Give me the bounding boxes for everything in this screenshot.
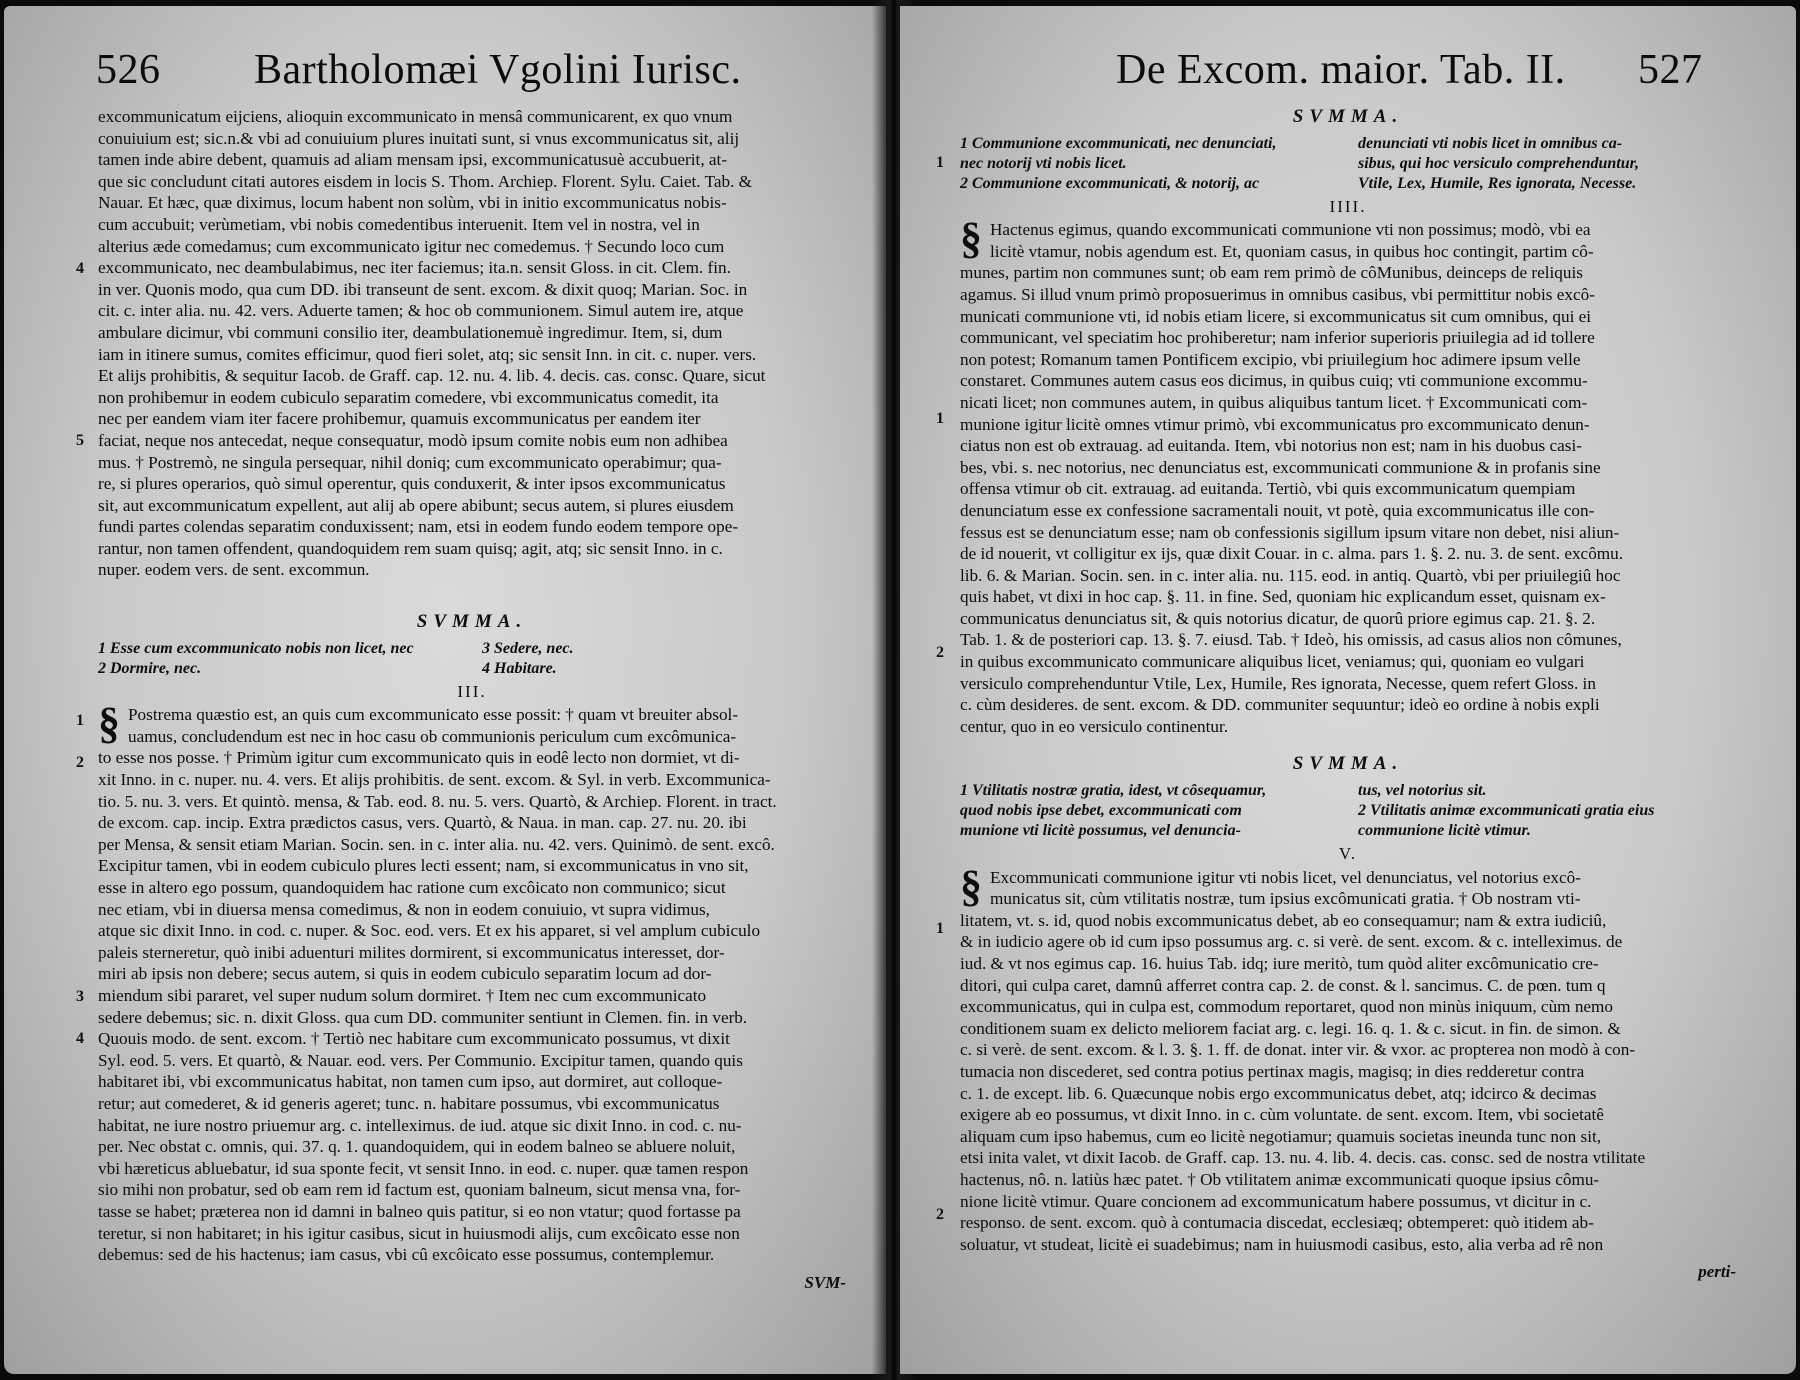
text-line: to esse nos posse. † Primùm igitur cum excommunicato quis in eodê lecto non dormiet, vt di- — [98, 748, 740, 768]
text-line: munes, partim non communes sunt; ob eam rem primò de côMunibus, deinceps de reliquis — [960, 263, 1583, 283]
left-body — [98, 106, 846, 1293]
summa-item: nec notorij vti nobis licet. — [960, 154, 1127, 172]
text-line: Excipitur tamen, vbi in eodem cubiculo plures lecti essent; nam, si excommunicatus in vno sit, — [98, 856, 749, 876]
section-number: V. — [1338, 844, 1358, 864]
text-line: non potest; Romanum tamen Pontificem excipio, vbi priuilegium hoc adimere ipsum velle — [960, 349, 1581, 369]
left-margin-number: 2 — [76, 754, 84, 771]
text-line: cit. c. inter alia. nu. 42. vers. Aduerte tamen; & hoc ob communionem. Simul autem ire, atque — [98, 301, 744, 321]
text-line: constaret. Communes autem casus eos dicimus, in quibus cuiq; vti communione excommu- — [960, 371, 1588, 391]
text-line: nec etiam, vbi in diuersa mensa comedimus, & non in eodem conuiuio, vt supra vidimus, — [98, 899, 710, 919]
summa-item: 1 Vtilitatis nostræ gratia, idest, vt côsequamur, — [960, 782, 1267, 800]
summa-item: 1 Communione excommunicati, nec denunciati, — [960, 134, 1277, 152]
summa-item: munione vti licitè possumus, vel denuncia- — [960, 822, 1241, 840]
text-line: nione licitè vtimur. Quare concionem ad excommunicatum habere possumus, vt dicitur in c. — [960, 1191, 1592, 1211]
text-line: conuiuium est; sic.n.& vbi ad conuiuium plures inuitati sunt, si vnus excommunicatus sit, alij — [98, 128, 740, 148]
right-folio: 527 — [1638, 47, 1703, 93]
text-line: excommunicatum eijciens, alioquin excommunicato in mensâ communicarent, ex quo vnum — [98, 107, 733, 126]
right-margin-number: 1 — [936, 410, 944, 427]
text-line: atque sic dixit Inno. in cod. c. nuper. & Soc. eod. vers. Et ex his apparet, si vel amplum cubiculo — [98, 921, 761, 941]
text-line: paleis sterneretur, quò inibi aduenturi milites dormirent, si excommunicatus interesset, dor- — [98, 942, 725, 962]
text-line: communicant, vel speciatim hoc prohiberetur; nam inferior superioris priuilegia ad id tollere — [960, 328, 1595, 348]
summa-col-right — [1358, 781, 1736, 841]
text-line: xit Inno. in c. nuper. nu. 4. vers. Et alijs prohibitis. de sent. excom. & Syl. in verb. Excommunica- — [98, 770, 771, 790]
summa-item: 2 Communione excommunicati, & notorij, ac — [960, 174, 1260, 192]
summa-item: communione licitè vtimur. — [1358, 822, 1531, 840]
text-line: tasse se habet; præterea non id damni in balneo quis patitur, si eo non vtatur; quod fortasse pa — [98, 1201, 741, 1221]
text-line: faciat, neque nos antecedat, neque consequatur, modò ipsum comite nobis eum non adhibea — [98, 430, 728, 450]
summa-item: 2 Dormire, nec. — [98, 659, 202, 677]
text-line: c. 1. de except. lib. 6. Quæcunque nobis ergo excommunicatus debet, atq; idcirco & decimas — [960, 1083, 1597, 1103]
text-line: debemus: sed de his hactenus; iam casus, vbi cû excôicato esse possumus, contemplemur. — [98, 1245, 715, 1265]
text-line: iud. & vt nos egimus cap. 16. huius Tab. idq; iure meritò, tum quòd aliter excômunicatio cre- — [960, 954, 1599, 973]
summa-item: 3 Sedere, nec. — [482, 639, 574, 657]
text-line: licitè vtamur, nobis agendum est. Et, quoniam casus, in quibus hoc contingit, partim cô- — [990, 241, 1594, 261]
text-line: litatem, vt. s. id, quod nobis excommunicatus debet, ab eo consequamur; nam & extra iudiciû, — [960, 910, 1607, 930]
summa-heading: SVMMA. — [1292, 753, 1404, 775]
text-line: nicati licet; non communes autem, in quibus aliquibus tantum licet. † Excommunicati com- — [960, 392, 1588, 412]
catchword: SVM- — [804, 1272, 846, 1292]
text-line: ciatus non est ob extrauag. ad euitanda. Item, vbi notorius non est; nam in his duobus casi- — [960, 436, 1582, 456]
text-line: habitat, ne iure nostro priuemur arg. c. intelleximus. de iud. atque sic dixit Inno. in cod. c. nu- — [98, 1115, 742, 1135]
left-page — [4, 6, 886, 1374]
left-top-text — [98, 106, 846, 581]
right-section-two-text — [960, 861, 1736, 1256]
section-number: III. — [457, 681, 487, 701]
text-line: habitaret ibi, vbi excommunicatus habitat, non tamen cum ipso, aut dormiret, aut colloque- — [98, 1072, 723, 1092]
text-line: exigere ab eo possumus, vt dixit Inno. in c. cùm voluntate. de sent. excom. Item, vbi societatê — [960, 1105, 1604, 1125]
summa-item: Vtile, Lex, Humile, Res ignorata, Necesse. — [1358, 174, 1637, 192]
text-line: quis habet, vt dixi in hoc cap. §. 11. in fine. Sed, quoniam hic explicandum esset, quisnam ex- — [960, 587, 1606, 607]
text-line: Syl. eod. 5. vers. Et quartò, & Nauar. eod. vers. Per Communio. Excipitur tamen, quando quis — [98, 1050, 743, 1070]
text-line: ambulare dicimur, vbi communi consilio iter, deambulationemuè ingredimur. Item, si, dum — [98, 322, 723, 342]
summa-heading: SVMMA. — [416, 611, 528, 633]
text-line: excommunicato, nec deambulabimus, nec iter faciemus; ita.n. sensit Gloss. in cit. Clem. fin. — [98, 258, 731, 278]
text-line: in ver. Quonis modo, qua cum DD. ibi transeunt de sent. excom. & dixit quoq; Marian. Soc. in — [98, 279, 748, 299]
text-line: conditionem suam ex delicto meliorem faciat arg. c. legi. 16. q. 1. & c. sicut. in fin. de simon. & — [960, 1018, 1621, 1038]
right-page — [900, 6, 1796, 1374]
summa-col-left — [960, 134, 1338, 194]
text-line: sit, aut excommunicatum expellent, aut alij ab opere abibunt; secus autem, si plures eiusdem — [98, 495, 734, 515]
text-line: Quouis modo. de sent. excom. † Tertiò nec habitare cum excommunicato possumus, vt dixit — [98, 1029, 730, 1049]
text-line: excommunicatus, qui in culpa est, commodum reportaret, quod non minùs iniquum, cùm nemo — [960, 997, 1614, 1017]
text-line: Excommunicati communione igitur vti nobis licet, vel denunciatus, vel notorius excô- — [990, 867, 1581, 887]
summa-heading: SVMMA. — [1292, 106, 1404, 127]
text-line: lib. 6. & Marian. Socin. sen. in c. inter alia. nu. 115. eod. in antiq. Quartò, vbi per priuilegiû hoc — [960, 565, 1621, 585]
text-line: fundi partes colendas separatim conduxissent; nam, etsi in eodem fundo eodem tempore ope- — [98, 517, 739, 537]
text-line: responso. de sent. excom. quò à contumacia discedat, ecclesiæq; obtemperet: quò itidem ab- — [960, 1213, 1594, 1233]
text-line: tamen inde abire debent, quamuis ad aliam mensam ipsi, excommunicatusuè accubuerit, at- — [98, 150, 728, 170]
summa-col-left — [98, 639, 462, 679]
catchword: perti- — [1698, 1262, 1736, 1282]
left-margin-number: 4 — [76, 260, 84, 277]
text-line: mus. † Postremò, ne singula persequar, nihil doniq; cum excommunicato operabimur; qua- — [98, 452, 722, 472]
text-line: alterius æde comedamus; cum excommunicato igitur nec comedemus. † Secundo loco cum — [98, 236, 725, 256]
summa-list — [960, 134, 1736, 194]
right-margin-number: 2 — [936, 644, 944, 661]
text-line: cum accubuit; verùmetiam, vbi nobis comedentibus interuenit. Item vel in nostra, vel in — [98, 214, 700, 234]
text-line: de id nouerit, vt colligitur ex ijs, quæ dixit Couar. in c. alma. pars 1. §. 2. nu. 3. de sent. excômu. — [960, 544, 1624, 564]
text-line: tumacia non discederet, sed contra potius pertinax magis, magisq; in dies redderetur contra — [960, 1061, 1585, 1081]
text-line: soluatur, vt studeat, licitè ei suadebimus; nam in huiusmodi casibus, esto, alia verba ad rê non — [960, 1234, 1604, 1254]
text-line: uamus, concludendum est nec in hoc casu ob communionis periculum cum excômunica- — [128, 726, 737, 746]
text-line: vbi hæreticus abluebatur, id sua sponte fecit, vt sensit Inno. in eod. c. nuper. quæ tamen respon — [98, 1158, 749, 1178]
text-line: Nauar. Et hæc, quæ diximus, locum habent non solùm, vbi in initio excommunicatus nobis- — [98, 193, 727, 213]
text-line: teretur, si non habitaret; in his igitur casibus, sicut in huiusmodi alijs, cum excôicato esse non — [98, 1223, 740, 1243]
text-line: esse in altero ego possum, quandoquidem hac ratione cum excôicato non communico; sicut — [98, 878, 726, 897]
paragraph-mark-icon: § — [960, 214, 982, 264]
text-line: centur, quo in eo versiculo continentur. — [960, 716, 1229, 736]
left-margin-number: 4 — [76, 1030, 84, 1047]
text-line: Tab. 1. & de posteriori cap. 13. §. 7. eiusd. Tab. † Ideò, his omissis, ad casus alios non cômunes, — [960, 630, 1622, 650]
text-line: c. cùm desideres. de sent. excom. & DD. communiter sequuntur; ideò eo ordine à nobis expli — [960, 695, 1600, 715]
text-line: que sic concludunt citati autores eisdem in locis S. Thom. Archiep. Florent. Sylu. Caiet. Tab. & — [98, 171, 753, 191]
text-line: tio. 5. nu. 3. vers. Et quintò. mensa, & Tab. eod. 8. nu. 5. vers. Quartò, & Archiep. Florent. in tract. — [98, 791, 777, 811]
right-margin-number: 1 — [936, 154, 944, 171]
text-line: nuper. eodem vers. de sent. excommun. — [98, 560, 370, 580]
text-line: in quibus excommunicato communicare aliquibus licet, veniamus; qui, quoniam eo vulgari — [960, 652, 1585, 672]
text-line: versiculo comprehenduntur Vtile, Lex, Humile, Res ignorata, Necesse, quem refert Gloss. in — [960, 673, 1596, 693]
summa-item: tus, vel notorius sit. — [1358, 782, 1487, 800]
summa-list — [98, 639, 846, 679]
summa-col-left — [960, 781, 1338, 841]
text-line: re, si plures operarios, quò simul operentur, quis conduxerit, & inter ipsos excommunicatus — [98, 474, 726, 494]
text-line: etsi inita valet, vt dixit Iacob. de Graff. cap. 13. nu. 4. lib. 4. decis. cas. consc. sed de nostra vtilitate — [960, 1148, 1646, 1168]
text-line: aliquam cum ipso habemus, cum eo licitè negotiamur; quamuis societas ineunda tunc non sit, — [960, 1126, 1602, 1146]
summa-item: 4 Habitare. — [482, 659, 557, 677]
summa-col-right — [1358, 134, 1736, 194]
left-margin-number: 1 — [76, 712, 84, 729]
right-margin-number: 2 — [936, 1206, 944, 1223]
text-line: agamus. Si illud vnum primò proposuerimus in omnibus casibus, vbi permittitur nobis excô- — [960, 284, 1595, 304]
text-line: municati communione vti, id nobis etiam licere, si excommunicatus sit cum omnibus, qui ei — [960, 306, 1592, 326]
right-running-title: De Excom. maior. Tab. II. — [1116, 47, 1566, 93]
text-line: nec per eandem viam iter facere prohibemur, quamuis excommunicatus per eandem iter — [98, 409, 701, 429]
text-line: munione igitur licitè omnes vtimur primò, vbi excommunicatus pro excommunicato denun- — [960, 414, 1590, 434]
summa-col-right — [482, 639, 846, 679]
summa-item: 1 Esse cum excommunicato nobis non licet, nec — [98, 639, 414, 657]
text-line: de excom. cap. incip. Extra prædictos casus, vers. Quartò, & Naua. in man. cap. 27. nu. 20. ibi — [98, 813, 747, 833]
left-margin-number: 5 — [76, 432, 84, 449]
text-line: municatus sit, cùm vtilitatis nostræ, tum ipsius excômunicati gratia. † Ob nostram vti- — [990, 889, 1581, 909]
text-line: non prohibemur in eodem cubiculo separatim comedere, vbi excommunicatus comedit, ita — [98, 387, 719, 407]
text-line: Hactenus egimus, quando excommunicati communione vti non possimus; modò, vbi ea — [990, 220, 1591, 240]
text-line: miendum sibi pararet, vel super nudum solum dormiret. † Item nec cum excommunicato — [98, 985, 707, 1005]
text-line: ditori, qui culpa caret, damnû afferret contra cap. 2. de const. & l. sancimus. C. de pœn. tum q — [960, 975, 1606, 995]
right-body — [960, 106, 1736, 1283]
text-line: bes, vbi. s. nec notorius, nec denunciatus est, excommunicati communione & in profanis sine — [960, 457, 1601, 477]
left-running-title: Bartholomæi Vgolini Iurisc. — [254, 47, 742, 93]
text-line: fessus est se denunciatum esse; nam ob confessionis sigillum ipsum vitare non debet, nisi aliun- — [960, 522, 1620, 542]
summa-item: denunciati vti nobis licet in omnibus ca- — [1358, 134, 1623, 152]
summa-list — [960, 781, 1736, 841]
text-line: denunciatum esse ex confessione sacramentali nouit, vt potè, quia excommunicatus ille con- — [960, 500, 1595, 520]
text-line: miri ab ipsis non debere; secus autem, si quis in eodem cubiculo separatim locum ad dor- — [98, 964, 712, 984]
text-line: retur; aut comederet, & id generis ageret; tunc. n. habitare possumus, vbi excommunicatus — [98, 1093, 720, 1113]
paragraph-mark-icon: § — [98, 699, 120, 749]
text-line: iam in itinere sumus, comites efficimur, quod fieri solet, atq; sic sensit Inn. in cit. c. nuper. vers. — [98, 344, 757, 364]
text-line: c. si verè. de sent. excom. & l. 3. §. 1. ff. de donat. inter vir. & vxor. ac propterea non modò à con- — [960, 1040, 1636, 1060]
right-margin-number: 1 — [936, 920, 944, 937]
text-line: & in iudicio agere ob id cum ipso possumus arg. c. si verè. de sent. excom. & c. intelleximus. de — [960, 932, 1623, 952]
paragraph-mark-icon: § — [960, 861, 982, 911]
text-line: Postrema quæstio est, an quis cum excommunicato esse possit: † quam vt breuiter absol- — [128, 705, 739, 725]
text-line: rantur, non tamen offendent, quandoquidem rem suam quisq; agit, atq; sic sensit Inno. in c. — [98, 538, 723, 558]
text-line: sio mihi non probatur, sed ob eam rem id factum est, quoniam balneum, sicut mensa vna, for- — [98, 1180, 741, 1200]
left-margin-number: 3 — [76, 988, 84, 1005]
right-section-one-text — [960, 214, 1736, 737]
text-line: offensa vtimur ob cit. extrauag. ad euitanda. Tertiò, vbi quis excommunicatum quempiam — [960, 479, 1576, 499]
text-line: sedere debemus; sic. n. dixit Gloss. qua cum DD. communiter sentiunt in Clemen. fin. in verb. — [98, 1007, 748, 1027]
summa-item: sibus, qui hoc versiculo comprehenduntur, — [1358, 154, 1639, 172]
text-line: per. Nec obstat c. omnis, qui. 37. q. 1. quandoquidem, qui in eodem balneo se abluere noluit, — [98, 1137, 736, 1157]
text-line: per Mensa, & sensit etiam Marian. Socin. sen. in c. inter alia. nu. 42. vers. Quinimò. de sent. excô. — [98, 834, 775, 854]
text-line: hactenus, nô. n. latiùs hæc patet. † Ob vtilitatem animæ excommunicati quoque ipsius cômu- — [960, 1169, 1600, 1189]
text-line: communicatus denunciatus sit, & quis notorius dicatur, de quorû priore egimus cap. 21. §. 2. — [960, 608, 1596, 628]
left-folio: 526 — [96, 47, 161, 93]
section-number: IIII. — [1329, 196, 1367, 216]
summa-item: quod nobis ipse debet, excommunicati com — [960, 802, 1242, 820]
text-line: Et alijs prohibitis, & sequitur Iacob. de Graff. cap. 12. nu. 4. lib. 4. decis. cas. consc. Quare, sicut — [98, 366, 766, 386]
summa-item: 2 Vtilitatis animæ excommunicati gratia eius — [1358, 802, 1655, 820]
left-section-text — [98, 699, 846, 1265]
